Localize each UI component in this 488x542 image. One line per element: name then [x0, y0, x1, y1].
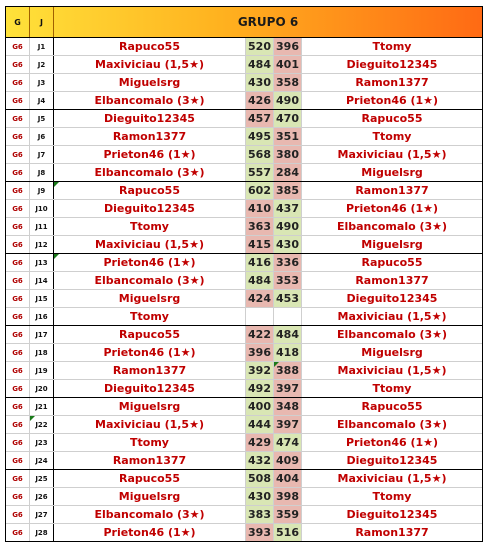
group-cell[interactable]: G6 — [6, 128, 30, 145]
home-score-cell[interactable]: 430 — [246, 74, 274, 91]
round-cell[interactable]: J3 — [30, 74, 54, 91]
table-row — [6, 380, 482, 398]
away-player-cell[interactable]: Ramon1377 — [355, 184, 429, 197]
table-row — [6, 218, 482, 236]
home-player-cell[interactable]: Miguelsrg — [54, 398, 246, 415]
table-row — [6, 38, 482, 56]
group-cell[interactable]: G6 — [6, 470, 30, 487]
away-player-cell[interactable]: Dieguito12345 — [346, 454, 438, 467]
away-score-cell[interactable]: 474 — [274, 434, 302, 451]
results-table — [5, 6, 483, 542]
away-score-cell[interactable]: 284 — [274, 164, 302, 181]
home-player-cell[interactable]: Ramon1377 — [54, 128, 246, 145]
home-score-cell[interactable]: 383 — [246, 506, 274, 523]
home-player-cell[interactable]: Prieton46 (1★) — [54, 524, 246, 541]
away-score-cell[interactable]: 397 — [274, 416, 302, 433]
away-player-cell[interactable]: Elbancomalo (3★) — [336, 418, 448, 431]
away-player-cell[interactable]: Elbancomalo (3★) — [336, 328, 448, 341]
away-score-cell[interactable]: 398 — [274, 488, 302, 505]
away-player-cell[interactable]: Elbancomalo (3★) — [336, 220, 448, 233]
home-score-cell[interactable]: 495 — [246, 128, 274, 145]
away-score-cell[interactable]: 336 — [274, 254, 302, 271]
round-cell[interactable]: J8 — [30, 164, 54, 181]
group-cell[interactable]: G6 — [6, 254, 30, 271]
home-score-cell[interactable]: 444 — [246, 416, 274, 433]
away-player-cell[interactable]: Ttomy — [372, 382, 412, 395]
away-score-cell[interactable]: 430 — [274, 236, 302, 253]
away-score-cell[interactable] — [274, 308, 302, 325]
home-score-cell[interactable]: 415 — [246, 236, 274, 253]
away-player-cell[interactable]: Miguelsrg — [361, 238, 423, 251]
away-player-cell[interactable]: Ttomy — [372, 490, 412, 503]
round-cell[interactable]: J24 — [30, 452, 54, 469]
away-score-cell[interactable]: 388 — [274, 362, 302, 379]
table-row — [6, 74, 482, 92]
table-row — [6, 506, 482, 524]
round-cell[interactable]: J12 — [30, 236, 54, 253]
home-player-cell[interactable]: Dieguito12345 — [54, 200, 246, 217]
home-player-cell[interactable]: Elbancomalo (3★) — [54, 92, 246, 109]
round-cell[interactable]: J5 — [30, 110, 54, 127]
round-cell[interactable]: J19 — [30, 362, 54, 379]
away-player-cell[interactable]: Miguelsrg — [361, 166, 423, 179]
home-score-cell[interactable]: 400 — [246, 398, 274, 415]
table-row — [6, 362, 482, 380]
away-player-cell[interactable]: Prieton46 (1★) — [345, 94, 439, 107]
away-score-cell[interactable]: 418 — [274, 344, 302, 361]
away-player-cell[interactable]: Ramon1377 — [355, 76, 429, 89]
group-cell[interactable]: G6 — [6, 434, 30, 451]
away-score-cell[interactable]: 385 — [274, 182, 302, 199]
home-score-cell[interactable]: 568 — [246, 146, 274, 163]
home-player-cell[interactable]: Rapuco55 — [54, 326, 246, 343]
table-row — [6, 416, 482, 434]
home-score-cell[interactable]: 426 — [246, 92, 274, 109]
away-score-cell[interactable]: 353 — [274, 272, 302, 289]
away-player-cell[interactable]: Dieguito12345 — [346, 292, 438, 305]
table-header — [6, 7, 482, 38]
home-player-cell[interactable]: Miguelsrg — [54, 74, 246, 91]
group-cell[interactable]: G6 — [6, 218, 30, 235]
home-score-cell[interactable]: 422 — [246, 326, 274, 343]
table-row — [6, 236, 482, 254]
group-cell[interactable]: G6 — [6, 452, 30, 469]
home-score-cell[interactable]: 416 — [246, 254, 274, 271]
round-cell[interactable]: J28 — [30, 524, 54, 541]
group-cell[interactable]: G6 — [6, 290, 30, 307]
group-cell[interactable]: G6 — [6, 146, 30, 163]
round-cell[interactable]: J6 — [30, 128, 54, 145]
away-player-cell[interactable]: Ramon1377 — [355, 526, 429, 539]
table-row — [6, 164, 482, 182]
away-player-cell[interactable]: Prieton46 (1★) — [345, 436, 439, 449]
round-cell[interactable]: J21 — [30, 398, 54, 415]
home-score-cell[interactable]: 520 — [246, 38, 274, 55]
group-cell[interactable]: G6 — [6, 308, 30, 325]
away-player-cell[interactable]: Maxiviciau (1,5★) — [337, 472, 447, 485]
group-cell[interactable]: G6 — [6, 344, 30, 361]
group-cell[interactable]: G6 — [6, 416, 30, 433]
home-player-cell[interactable]: Miguelsrg — [54, 290, 246, 307]
home-score-cell[interactable]: 432 — [246, 452, 274, 469]
away-player-cell[interactable]: Dieguito12345 — [346, 508, 438, 521]
home-score-cell[interactable]: 508 — [246, 470, 274, 487]
group-title: GRUPO 6 — [237, 15, 299, 29]
away-player-cell[interactable]: Dieguito12345 — [346, 58, 438, 71]
home-score-cell[interactable]: 392 — [246, 362, 274, 379]
round-cell[interactable]: J11 — [30, 218, 54, 235]
table-row — [6, 398, 482, 416]
away-score-cell[interactable]: 437 — [274, 200, 302, 217]
home-player-cell[interactable]: Dieguito12345 — [54, 380, 246, 397]
round-cell[interactable]: J9 — [30, 182, 54, 199]
table-row — [6, 488, 482, 506]
away-player-cell[interactable]: Rapuco55 — [361, 256, 423, 269]
home-player-cell[interactable]: Elbancomalo (3★) — [54, 506, 246, 523]
table-row — [6, 200, 482, 218]
table-row — [6, 470, 482, 488]
away-player-cell[interactable]: Ttomy — [372, 130, 412, 143]
round-cell[interactable]: J26 — [30, 488, 54, 505]
away-score-cell[interactable]: 404 — [274, 470, 302, 487]
home-player-cell[interactable]: Elbancomalo (3★) — [54, 272, 246, 289]
away-score-cell[interactable]: 396 — [274, 38, 302, 55]
home-score-cell[interactable]: 396 — [246, 344, 274, 361]
home-score-cell[interactable]: 429 — [246, 434, 274, 451]
home-player-cell[interactable]: Dieguito12345 — [54, 110, 246, 127]
round-cell[interactable]: J18 — [30, 344, 54, 361]
away-score-cell[interactable]: 358 — [274, 74, 302, 91]
group-cell[interactable]: G6 — [6, 56, 30, 73]
round-cell[interactable]: J20 — [30, 380, 54, 397]
home-player-cell[interactable]: Ttomy — [54, 308, 246, 325]
away-score-cell[interactable]: 397 — [274, 380, 302, 397]
home-score-cell[interactable]: 602 — [246, 182, 274, 199]
home-score-cell[interactable]: 363 — [246, 218, 274, 235]
table-row — [6, 92, 482, 110]
round-cell[interactable]: J1 — [30, 38, 54, 55]
home-player-cell[interactable]: Maxiviciau (1,5★) — [54, 236, 246, 253]
away-score-cell[interactable]: 348 — [274, 398, 302, 415]
group-cell[interactable]: G6 — [6, 398, 30, 415]
home-player-cell[interactable]: Ramon1377 — [54, 452, 246, 469]
home-player-cell[interactable]: Ramon1377 — [54, 362, 246, 379]
group-cell[interactable]: G6 — [6, 488, 30, 505]
home-player-cell[interactable]: Rapuco55 — [54, 182, 246, 199]
home-player-cell[interactable]: Maxiviciau (1,5★) — [54, 416, 246, 433]
table-row — [6, 290, 482, 308]
away-player-cell[interactable]: Rapuco55 — [361, 400, 423, 413]
round-cell[interactable]: J15 — [30, 290, 54, 307]
table-row — [6, 56, 482, 74]
round-cell[interactable]: J13 — [30, 254, 54, 271]
home-player-cell[interactable]: Ttomy — [54, 218, 246, 235]
round-cell[interactable]: J27 — [30, 506, 54, 523]
group-cell[interactable]: G6 — [6, 506, 30, 523]
group-cell[interactable]: G6 — [6, 380, 30, 397]
home-player-cell[interactable]: Miguelsrg — [54, 488, 246, 505]
group-cell[interactable]: G6 — [6, 362, 30, 379]
group-cell[interactable]: G6 — [6, 38, 30, 55]
round-column-header: J — [30, 7, 54, 37]
table-row — [6, 308, 482, 326]
away-player-cell[interactable]: Rapuco55 — [361, 112, 423, 125]
group-cell[interactable]: G6 — [6, 272, 30, 289]
away-score-cell[interactable]: 351 — [274, 128, 302, 145]
round-cell[interactable]: J14 — [30, 272, 54, 289]
group-cell[interactable]: G6 — [6, 200, 30, 217]
home-score-cell[interactable]: 557 — [246, 164, 274, 181]
away-score-cell[interactable]: 516 — [274, 524, 302, 541]
away-score-cell[interactable]: 401 — [274, 56, 302, 73]
round-cell[interactable]: J4 — [30, 92, 54, 109]
table-row — [6, 254, 482, 272]
home-player-cell[interactable]: Elbancomalo (3★) — [54, 164, 246, 181]
table-row — [6, 146, 482, 164]
round-cell[interactable]: J23 — [30, 434, 54, 451]
group-cell[interactable]: G6 — [6, 236, 30, 253]
home-player-cell[interactable]: Prieton46 (1★) — [54, 344, 246, 361]
table-row — [6, 524, 482, 541]
group-cell[interactable]: G6 — [6, 326, 30, 343]
away-player-cell[interactable]: Maxiviciau (1,5★) — [337, 364, 447, 377]
round-cell[interactable]: J10 — [30, 200, 54, 217]
table-row — [6, 326, 482, 344]
away-score-cell[interactable]: 453 — [274, 290, 302, 307]
home-player-cell[interactable]: Prieton46 (1★) — [54, 146, 246, 163]
round-cell[interactable]: J2 — [30, 56, 54, 73]
table-row — [6, 452, 482, 470]
home-score-cell[interactable]: 492 — [246, 380, 274, 397]
away-score-cell[interactable]: 490 — [274, 92, 302, 109]
table-body — [6, 38, 482, 541]
away-player-cell[interactable]: Miguelsrg — [361, 346, 423, 359]
home-player-cell[interactable]: Rapuco55 — [54, 38, 246, 55]
away-score-cell[interactable]: 470 — [274, 110, 302, 127]
away-player-cell[interactable]: Prieton46 (1★) — [345, 202, 439, 215]
round-cell[interactable]: J16 — [30, 308, 54, 325]
home-score-cell[interactable]: 457 — [246, 110, 274, 127]
away-score-cell[interactable]: 484 — [274, 326, 302, 343]
away-score-cell[interactable]: 409 — [274, 452, 302, 469]
group-cell[interactable]: G6 — [6, 164, 30, 181]
home-score-cell[interactable]: 430 — [246, 488, 274, 505]
table-row — [6, 344, 482, 362]
away-player-cell[interactable]: Ramon1377 — [355, 274, 429, 287]
away-player-cell[interactable]: Maxiviciau (1,5★) — [337, 310, 447, 323]
group-cell[interactable]: G6 — [6, 92, 30, 109]
away-score-cell[interactable]: 490 — [274, 218, 302, 235]
away-player-cell[interactable]: Ttomy — [372, 40, 412, 53]
home-player-cell[interactable]: Rapuco55 — [54, 470, 246, 487]
table-row — [6, 110, 482, 128]
away-score-cell[interactable]: 359 — [274, 506, 302, 523]
home-score-cell[interactable]: 424 — [246, 290, 274, 307]
table-row — [6, 128, 482, 146]
home-player-cell[interactable]: Maxiviciau (1,5★) — [54, 56, 246, 73]
round-cell[interactable]: J25 — [30, 470, 54, 487]
group-cell[interactable]: G6 — [6, 182, 30, 199]
table-row — [6, 434, 482, 452]
home-score-cell[interactable]: 484 — [246, 272, 274, 289]
home-player-cell[interactable]: Ttomy — [54, 434, 246, 451]
home-player-cell[interactable]: Prieton46 (1★) — [54, 254, 246, 271]
group-column-header: G — [6, 7, 30, 37]
away-score-cell[interactable]: 380 — [274, 146, 302, 163]
home-score-cell[interactable]: 484 — [246, 56, 274, 73]
round-cell[interactable]: J7 — [30, 146, 54, 163]
round-cell[interactable]: J17 — [30, 326, 54, 343]
away-player-cell[interactable]: Maxiviciau (1,5★) — [337, 148, 447, 161]
group-cell[interactable]: G6 — [6, 524, 30, 541]
group-cell[interactable]: G6 — [6, 74, 30, 91]
round-cell[interactable]: J22 — [30, 416, 54, 433]
table-row — [6, 272, 482, 290]
group-cell[interactable]: G6 — [6, 110, 30, 127]
home-score-cell[interactable] — [246, 308, 274, 325]
table-row — [6, 182, 482, 200]
home-score-cell[interactable]: 393 — [246, 524, 274, 541]
home-score-cell[interactable]: 410 — [246, 200, 274, 217]
